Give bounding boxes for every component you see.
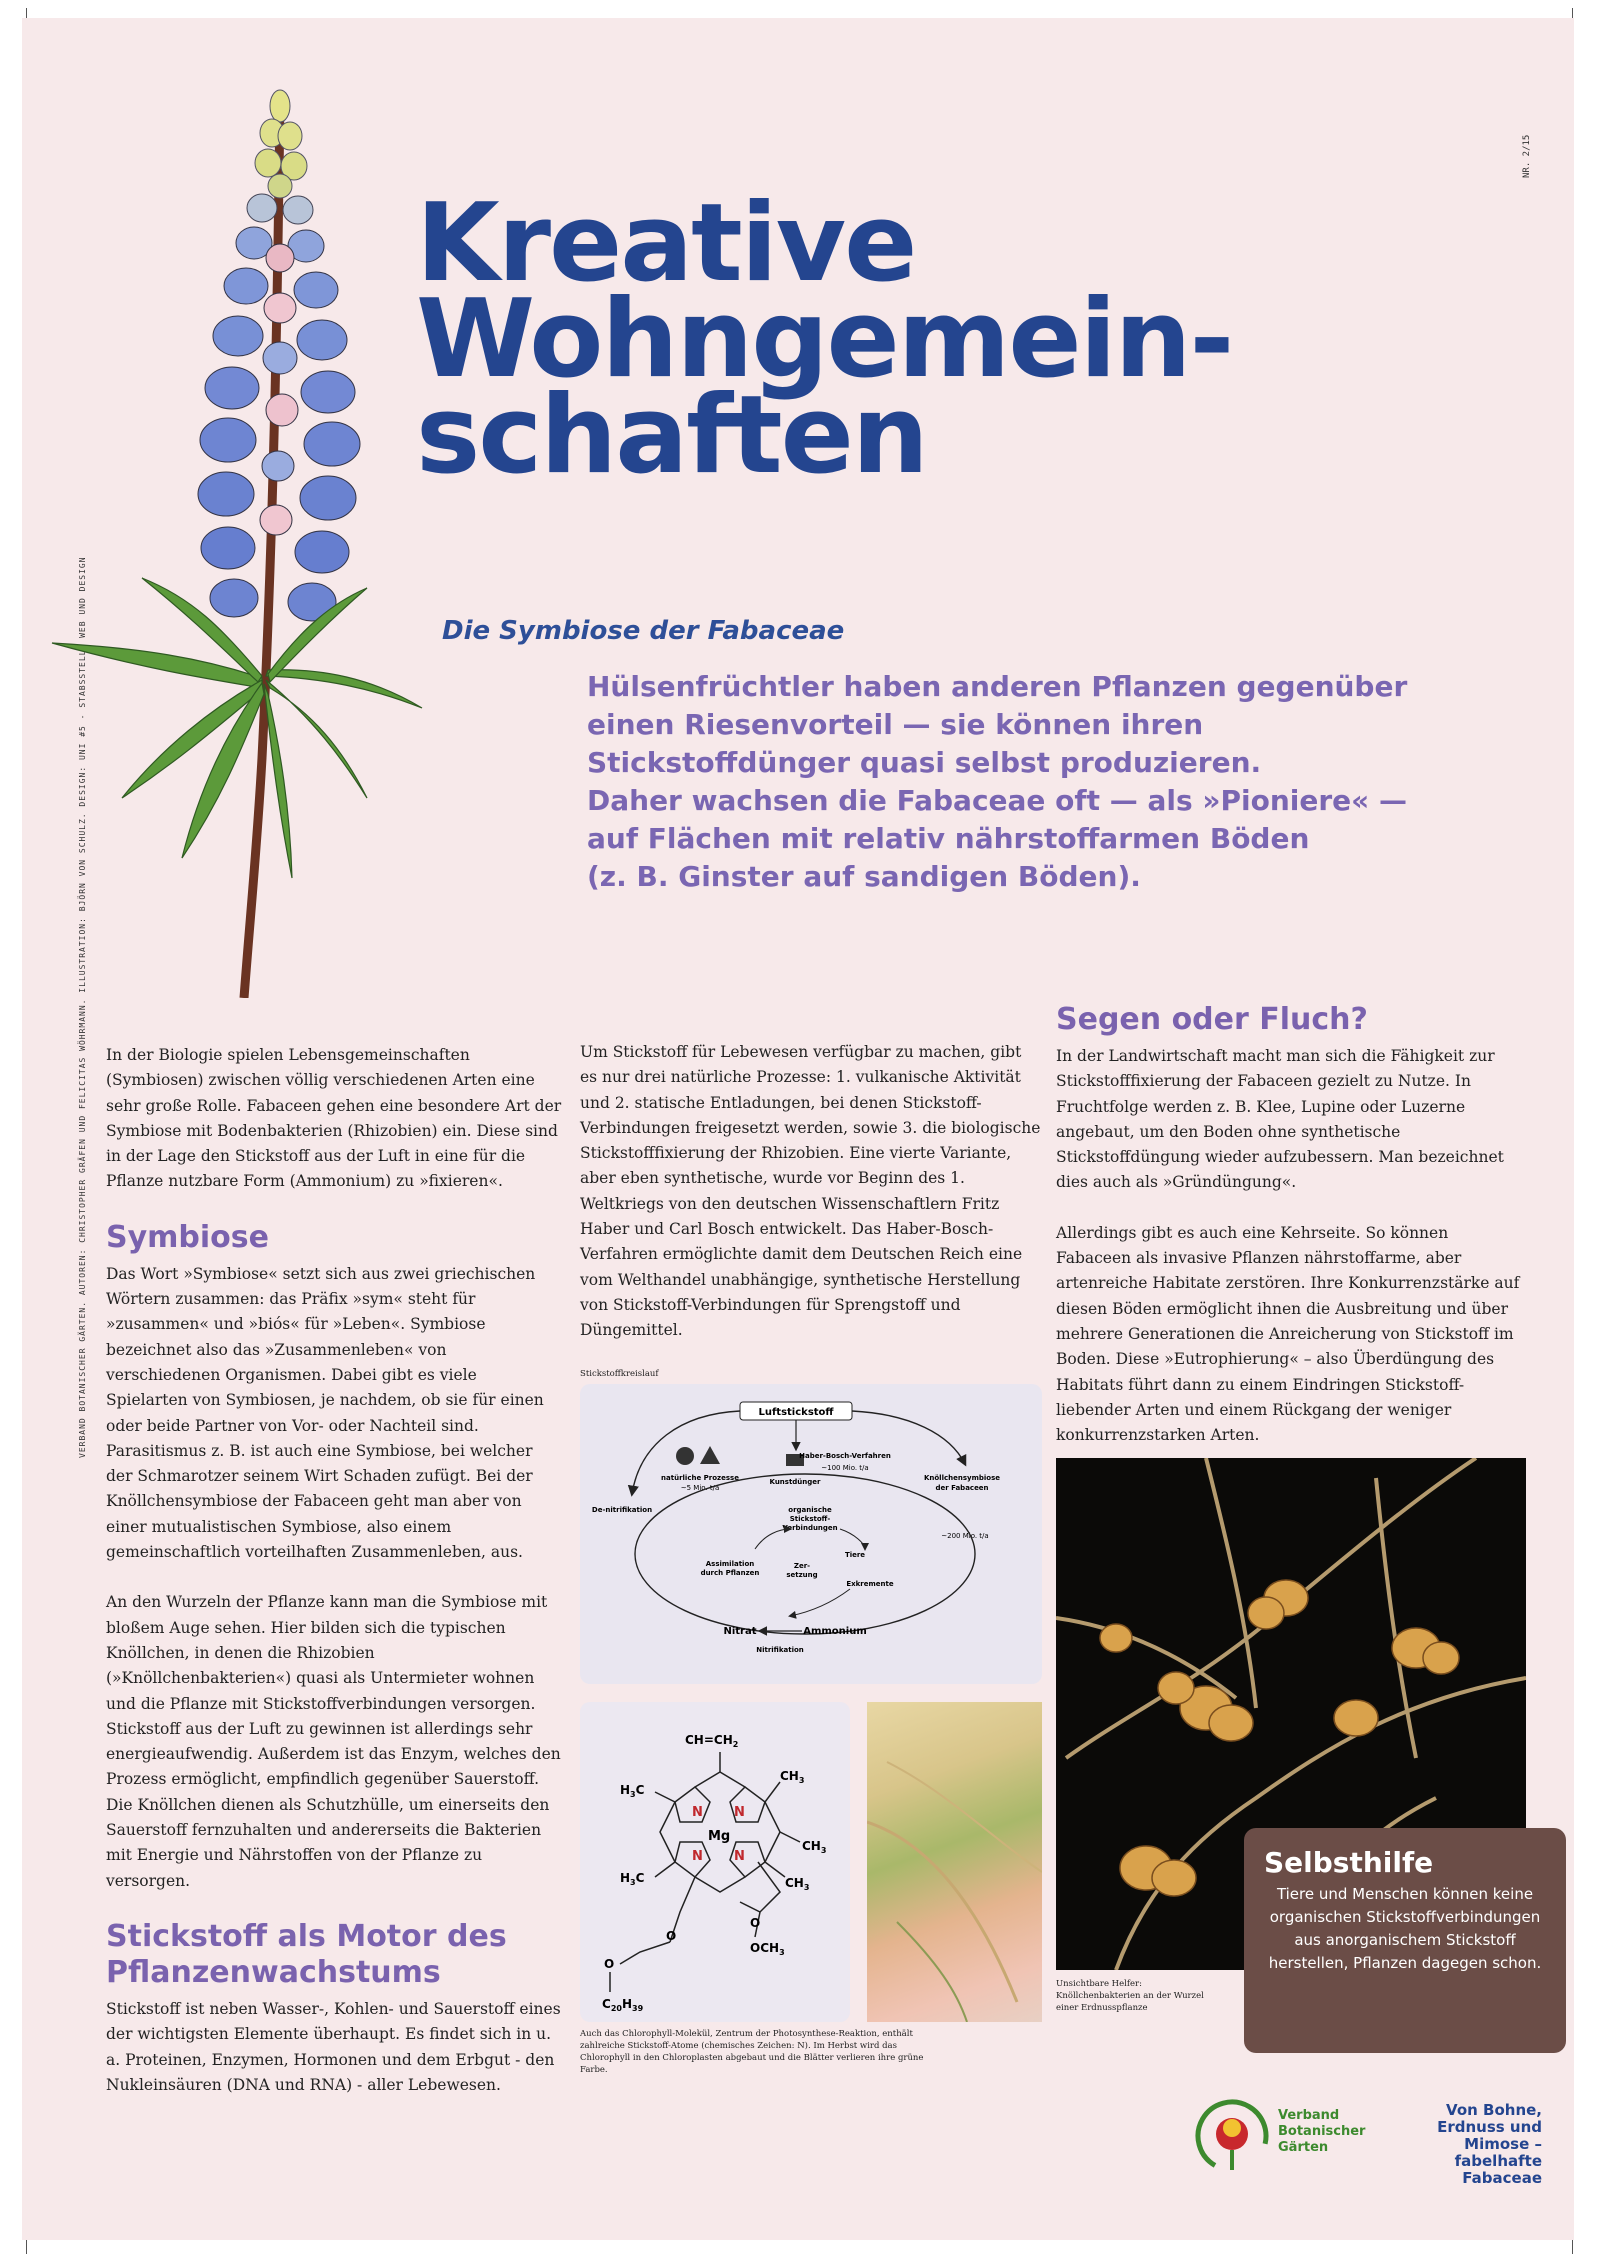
label-c: C	[635, 1871, 645, 1885]
atom-N: N	[734, 1805, 745, 1820]
label-h: H	[620, 1783, 631, 1797]
atom-mg: Mg	[708, 1829, 731, 1844]
label-ch3-sub: 3	[798, 1776, 805, 1785]
label-ch3: CH	[802, 1839, 821, 1853]
label-h-sub: 3	[630, 1790, 636, 1799]
svg-text:H3C	[620, 1871, 645, 1887]
label-kunstduenger: Kunstdünger	[769, 1478, 821, 1486]
atom-N: N	[692, 1849, 703, 1864]
poster-title	[416, 181, 1233, 498]
svg-text:CH=CH2	[685, 1733, 738, 1749]
label-exkremente: Exkremente	[846, 1580, 894, 1588]
label-haber: Haber-Bosch-Verfahren	[799, 1452, 891, 1460]
svg-text:CH3	[780, 1769, 804, 1785]
label-natuerliche: natürliche Prozesse	[661, 1474, 739, 1482]
label-haber-value: ~100 Mio. t/a	[821, 1464, 869, 1472]
logo-verband-botanischer-gaerten	[1192, 2096, 1366, 2180]
intro-text: Hülsenfrüchtler haben anderen Pflanzen gegenüber einen Riesenvorteil — sie können ihren Stickstoffdünger quasi selbst produzieren. Daher wachsen die Fabaceae oft — als »Pioniere« — auf Flächen mit relativ nährstoffarmen Böden (z. B. Ginster auf sandigen Böden).	[587, 670, 1408, 893]
label-zer-2: setzung	[786, 1571, 818, 1579]
vbg-logo-text: Verband Botanischer Gärten	[1278, 2108, 1366, 2155]
selbsthilfe-box	[1244, 1828, 1566, 2053]
svg-text:CH3	[802, 1839, 826, 1855]
label-ch3: CH	[785, 1876, 804, 1890]
chlorophyll-molecule	[580, 1702, 850, 2022]
paragraph: In der Biologie spielen Lebensgemeinschaften (Symbiosen) zwischen völlig verschiedenen Arten eine sehr große Rolle. Fabaceen gehen eine besondere Art der Symbiose mit Bodenbakterien (Rhizobien) ein. Diese sind in der Lage den Stickstoff aus der Luft in eine für die Pflanze nutzbare Form (Ammonium) zu »fixieren«.	[106, 1046, 562, 1191]
paragraph: Das Wort »Symbiose« setzt sich aus zwei griechischen Wörtern zusammen: das Präfix »sym« steht für »zusammen« und »biós« für »Leben«. Symbiose bezeichnet also das »Zusammenleben« von verschiedenen Organismen. Dabei gibt es viele Spielarten von Symbiosen, je nachdem, ob sie für einen oder beide Partner von Vor- oder Nachteil sind. Parasitismus z. B. ist auch eine Symbiose, bei welcher der Schmarotzer seinem Wirt Schaden zufügt. Bei der Knöllchensymbiose der Fabaceen geht man aber von einer mutualistischen Symbiose, also einem gemeinschaftlich vorteilhaften Zusammenleben, aus.	[106, 1264, 544, 1562]
column-right	[1056, 996, 1526, 1473]
crop-mark	[26, 2240, 37, 2254]
atom-O: O	[666, 1929, 677, 1943]
label-knoellchen-value: ~200 Mio. t/a	[941, 1532, 989, 1540]
label-knoellchen: Knöllchensymbiose	[923, 1474, 1001, 1482]
title-line-1: Kreative	[416, 181, 916, 306]
heading-segen-oder-fluch: Segen oder Fluch?	[1056, 1002, 1368, 1037]
label-nitrat: Nitrat	[723, 1626, 757, 1637]
label-assimilation-2: durch Pflanzen	[700, 1569, 760, 1577]
crop-mark	[1572, 2240, 1583, 2254]
paragraph: Um Stickstoff für Lebewesen verfügbar zu machen, gibt es nur drei natürliche Prozesse: 1. vulkanische Aktivität und 2. statische Entladungen, bei denen Stickstoff-Verbindungen freigesetzt werden, sowie 3. die biologische Stickstofffixierung der Rhizobien. Eine vierte Variante, aber eben synthetische, wurde vor Beginn des 1. Weltkriegs von den deutschen Wissenschaftlern Fritz Haber und Carl Bosch entwickelt. Das Haber-Bosch-Verfahren ermöglichte damit dem Deutschen Reich eine vom Welthandel unabhängige, synthetische Herstellung von Stickstoff-Verbindungen für Sprengstoff und Düngemittel.	[580, 1043, 1041, 1340]
label-c20-sub: 20	[610, 2004, 622, 2013]
column-middle	[580, 1040, 1042, 1369]
label-c20: C	[602, 1997, 611, 2011]
paragraph: An den Wurzeln der Pflanze kann man die Symbiose mit bloßem Auge sehen. Hier bilden sich die typischen Knöllchen, in denen die Rhizobien (»Knöllchenbakterien«) quasi als Untermieter wohnen und die Pflanze mit Stickstoffverbindungen versorgen. Stickstoff aus der Luft zu gewinnen ist allerdings sehr energieaufwendig. Außerdem ist das Enzym, welches den Prozess ermöglicht, empfindlich gegenüber Sauerstoff. Die Knöllchen dienen als Schutzhülle, um einerseits den Sauerstoff fernzuhalten und andererseits die Bakterien mit Energie und Nährstoffen von der Pflanze zu versorgen.	[106, 1593, 561, 1890]
label-zer-1: Zer-	[793, 1562, 811, 1570]
svg-text:CH3	[785, 1876, 809, 1892]
paragraph: Allerdings gibt es auch eine Kehrseite. So können Fabaceen als invasive Pflanzen nährstoffarme, aber artenreiche Habitate zerstören. Ihre Konkurrenzstärke auf diesen Böden ermöglicht ihnen die Ausbreitung und über mehrere Generationen die Anreicherung von Stickstoff im Boden. Diese »Eutrophierung« – also Überdüngung des Habitats führt dann zu einem Eindringen Stickstoff-liebender Arten und einem Rückgang der weniger konkurrenzstarken Arten.	[1056, 1223, 1520, 1445]
svg-text:H3C	[620, 1783, 645, 1799]
label-organische-2: Stickstoff-	[789, 1515, 831, 1523]
vbg-logo-icon	[1192, 2096, 1272, 2176]
svg-text:OCH3	[750, 1941, 785, 1957]
molecule-caption: Auch das Chlorophyll-Molekül, Zentrum der Photosynthese-Reaktion, enthält zahlreiche Stickstoff-Atome (chemisches Zeichen: N). Im Herbst wird das Chlorophyll in den Chloroplasten abgebaut und die Blätter verlieren ihre grüne Farbe.	[580, 2029, 924, 2075]
paragraph: Stickstoff ist neben Wasser-, Kohlen- und Sauerstoff eines der wichtigsten Elemente überhaupt. Es findet sich in u. a. Proteinen, Enzymen, Hormonen und dem Erbgut - den Nukleinsäuren (DNA und RNA) - aller Lebewesen.	[106, 1999, 561, 2094]
nitrogen-cycle-diagram	[580, 1384, 1042, 1684]
poster-subtitle: Die Symbiose der Fabaceae	[442, 616, 845, 646]
heading-symbiose: Symbiose	[106, 1219, 269, 1255]
label-c: C	[635, 1783, 645, 1797]
label-knoellchen-2: der Fabaceen	[935, 1484, 989, 1492]
atom-O: O	[750, 1916, 761, 1930]
column-left	[106, 1043, 562, 2123]
poster	[22, 18, 1574, 2240]
label-ch-ch: CH=CH	[685, 1733, 733, 1747]
atom-O: O	[604, 1957, 615, 1971]
selbsthilfe-text: Tiere und Menschen können keine organischen Stickstoffverbindungen aus anorganischem Stickstoff herstellen, Pflanzen dagegen schon.	[1268, 1885, 1542, 1972]
label-ch3-sub: 3	[803, 1883, 810, 1892]
label-luftstickstoff: Luftstickstoff	[758, 1407, 834, 1418]
label-ch3-sub: 3	[820, 1846, 827, 1855]
label-och3: OCH	[750, 1941, 780, 1955]
label-h39-sub: 39	[632, 2004, 644, 2013]
diagram-caption: Stickstoffkreislauf	[580, 1369, 659, 1379]
label-ch3: CH	[780, 1769, 799, 1783]
label-denitrifikation: De-nitrifikation	[591, 1506, 653, 1514]
atom-N: N	[692, 1805, 703, 1820]
autumn-leaf-photo	[867, 1702, 1042, 2022]
label-ch-ch-sub: 2	[732, 1740, 739, 1749]
lupine-illustration	[22, 58, 482, 998]
label-assimilation-1: Assimilation	[705, 1560, 755, 1568]
label-tiere: Tiere	[844, 1551, 866, 1559]
label-ammonium: Ammonium	[803, 1626, 867, 1637]
label-organische-3: Verbindungen	[782, 1524, 838, 1532]
label-och3-sub: 3	[779, 1948, 785, 1957]
title-line-2: Wohngemein-	[416, 277, 1233, 402]
cloud-icon	[676, 1447, 694, 1465]
label-organische-1: organische	[788, 1506, 832, 1514]
photo-caption: Unsichtbare Helfer: Knöllchenbakterien an der Wurzel einer Erdnusspflanze	[1056, 1979, 1204, 2013]
poster-number: NR. 2/15	[1522, 134, 1532, 178]
selbsthilfe-title: Selbsthilfe	[1264, 1846, 1434, 1879]
series-logo: Von Bohne, Erdnuss und Mimose – fabelhafte Fabaceae	[1437, 2101, 1542, 2187]
label-h39: H	[621, 1997, 632, 2011]
title-line-3: schaften	[416, 373, 927, 498]
label-nitrifikation: Nitrifikation	[756, 1646, 804, 1654]
label-natuerliche-value: ~5 Mio. t/a	[680, 1484, 720, 1492]
svg-text:C20H39	[602, 1997, 644, 2013]
heading-stickstoff-motor: Stickstoff als Motor des Pflanzenwachstums	[106, 1918, 507, 1990]
credits-vertical: VERBAND BOTANISCHER GÄRTEN. AUTOREN: CHRISTOPHER GRÄFEN UND FELICITAS WÖHRMANN. ILLUSTRATION: BJÖRN VON SCHULZ. DESIGN: UNI #5 - STABSSTELLE WEB UND DESIGN	[78, 556, 87, 1458]
volcano-icon	[700, 1446, 720, 1464]
label-h-sub: 3	[630, 1878, 636, 1887]
atom-N: N	[734, 1849, 745, 1864]
paragraph: In der Landwirtschaft macht man sich die Fähigkeit zur Stickstofffixierung der Fabaceen gezielt zu Nutze. In Fruchtfolge werden z. B. Klee, Lupine oder Luzerne angebaut, um den Boden ohne synthetische Stickstoffdüngung wieder aufzubessern. Man bezeichnet dies auch als »Gründüngung«.	[1056, 1047, 1504, 1192]
label-h: H	[620, 1871, 631, 1885]
